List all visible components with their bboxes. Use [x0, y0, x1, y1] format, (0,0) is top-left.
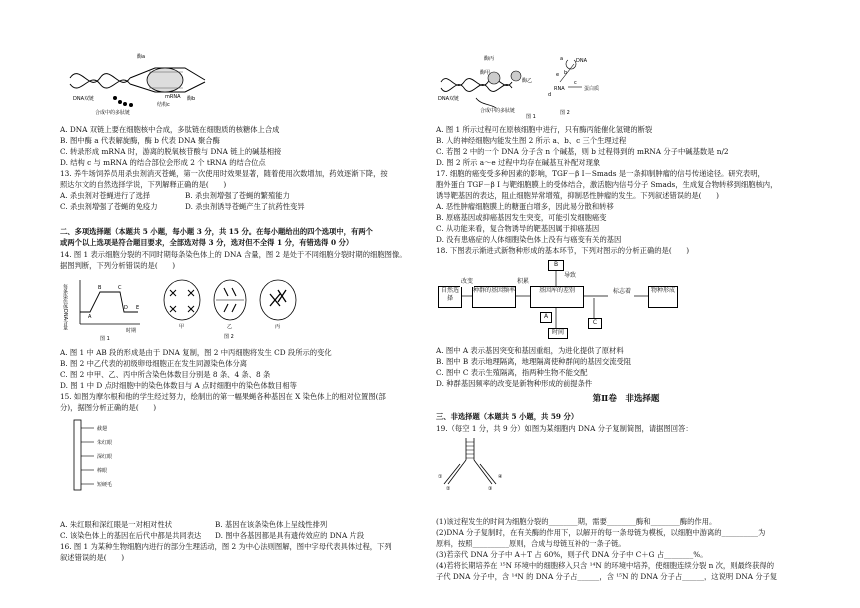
q16-stem-2: 叙述错误的是( ): [60, 553, 125, 562]
gene-label: 棒眼: [97, 468, 108, 474]
q19-line-2: (2)DNA 分子复制时，在有关酶的作用下，以解开的每一条母链为模板，以细胞中游离的__________为: [436, 528, 766, 537]
q17-option-c: C. 从功能来看，复合物诱导的靶基因属于抑癌基因: [436, 224, 600, 233]
q14-option-a: A. 图 1 中 AB 段的形成是由于 DNA 复制，图 2 中丙细胞将发生 CD 段所示的变化: [60, 348, 332, 357]
edge-accumulate: 积累: [516, 278, 529, 285]
q15-option-b: B. 基因在该条染色体上呈线性排列: [215, 520, 328, 529]
label-structure-c: 结构c: [157, 102, 170, 108]
q14-stem-2: 据图判断，下列分析错误的是( ): [60, 261, 176, 270]
node-rna: RNA: [554, 86, 565, 92]
label-dna: DNA双链: [73, 96, 95, 102]
q14-fig2-caption: 图 2: [224, 334, 234, 340]
q13-option-a: A. 杀虫剂对苍蝇进行了选择: [60, 191, 151, 200]
dna-replication-figure: [436, 436, 506, 492]
section3-title: 三、非选择题（本题共 5 小题，共 59 分）: [436, 412, 579, 421]
process-b: b: [564, 70, 568, 76]
q18-stem: 18. 下图表示渐进式新物种形成的基本环节，下列对图示的分析正确的是( ): [436, 246, 690, 255]
q13-option-b: B. 杀虫剂增强了苍蝇的繁殖能力: [185, 191, 290, 200]
q12-option-c: C. 转录形成 mRNA 时，游离的脱氧核苷酸与 DNA 链上的碱基相接: [60, 147, 282, 156]
q14-figure-1: [62, 274, 152, 342]
point-b: B: [98, 285, 102, 291]
q12-option-d: D. 结构 c 与 mRNA 的结合部位会形成 2 个 tRNA 的结合位点: [60, 158, 266, 167]
box-time: 时间: [548, 328, 568, 339]
q16-option-d: D. 图 2 所示 a～e 过程中均存在碱基互补配对现象: [436, 158, 601, 167]
q19-line-1: (1)该过程发生的时间为细胞分裂的________期，需要________酶和________酶的作用。: [436, 517, 717, 526]
process-c: c: [574, 80, 577, 86]
speciation-flow-diagram: [436, 258, 696, 340]
q16-figure-1: [436, 50, 546, 120]
q16-option-c: C. 若图 2 中的一个 DNA 分子含 n 个碱基，则 b 过程得到的 mRNA 分子中碱基数是 n/2: [436, 147, 729, 156]
label-dna-double: DNA双链: [438, 96, 460, 102]
q17-option-a: A. 恶性肿瘤细胞膜上的糖蛋白增多，因此易分散和转移: [436, 202, 614, 211]
point-c: C: [118, 285, 122, 291]
part2-title: 第Ⅱ卷 非选择题: [592, 394, 660, 404]
x-chromosome-gene-map: [70, 416, 150, 494]
q17-stem-2: 胞外蛋白 TGF－β I 与靶细胞膜上的受体结合，激活胞内信号分子 Smads，生成复合物转移到细胞核内，: [436, 180, 778, 189]
label-enzyme-a: 酶a: [137, 54, 146, 60]
cell-jia-label: 甲: [179, 324, 185, 330]
point-a: A: [88, 314, 92, 320]
box-speciation: 物种形成: [648, 286, 678, 308]
q15-option-a: A. 朱红眼和深红眼是一对相对性状: [60, 520, 173, 529]
box-a: A: [540, 312, 552, 323]
label-enzyme-jia: 酶甲: [480, 70, 491, 76]
q14-stem-1: 14. 图 1 表示细胞分裂的不同时期每条染色体上的 DNA 含量，图 2 是处于不同细胞分裂时期的细胞图像。: [60, 250, 407, 259]
q14-fig1-caption: 图 1: [100, 336, 110, 342]
strand-label-3: ③: [488, 486, 493, 492]
q18-option-a: A. 图中 A 表示基因突变和基因重组，为进化提供了原材料: [436, 346, 624, 355]
q15-stem-2: 分)，据图分析正确的是( ): [60, 403, 157, 412]
q18-option-d: D. 种群基因频率的改变是新物种形成的前提条件: [436, 379, 593, 388]
label-mrna: mRNA: [165, 94, 181, 100]
gene-label: 朱红眼: [97, 440, 113, 446]
q16-stem-1: 16. 图 1 为某种生物细胞内进行的部分生理活动，图 2 为中心法则图解，图中字母代表具体过程，下列: [60, 542, 392, 551]
process-d: d: [548, 92, 552, 98]
q19-stem: 19.（每空 1 分，共 9 分）如图为某细胞内 DNA 分子复制简图，请据图回答：: [436, 424, 693, 433]
cell-bing-label: 丙: [275, 324, 281, 330]
edge-cause: 导致: [563, 272, 576, 279]
q17-option-d: D. 没有患癌症的人体细胞染色体上没有与癌变有关的基因: [436, 235, 622, 244]
point-e: E: [136, 305, 140, 311]
gene-label: 截翅: [97, 426, 108, 432]
central-dogma-figure: [546, 52, 636, 120]
q14-option-c: C. 图 2 中甲、乙、丙中所含染色体数目分别是 8 条、4 条、8 条: [60, 370, 271, 379]
strand-label-2: ②: [446, 486, 451, 492]
q13-stem-2: 照达尔文的自然选择学说，下列解释正确的是( ): [60, 180, 227, 189]
q17-stem-1: 17. 细胞的癌变受多种因素的影响，TGF－β I－Smads 是一条抑制肿瘤的信号传递途径。研究表明，: [436, 169, 765, 178]
q14-option-d: D. 图 1 中 D 点时细胞中的染色体数目与 A 点时细胞中的染色体数目相等: [60, 381, 297, 390]
label-peptide: 合成中的多肽链: [480, 108, 516, 114]
q15-stem-1: 15. 如图为摩尔根和他的学生经过努力，绘制出的第一幅果蝇各种基因在 X 染色体上的相对位置图(部: [60, 392, 386, 401]
q16-fig1-caption: 图 1: [526, 114, 536, 120]
translation-diagram: [65, 48, 215, 116]
cell-yi-label: 乙: [227, 324, 233, 330]
box-c: C: [588, 318, 602, 329]
q13-stem-1: 13. 养牛场饲养员用杀虫剂消灭苍蝇，第一次使用时效果显著，随着使用次数增加，药效逐渐下降，按: [60, 169, 388, 178]
box-gene-frequency: 种群的基因频率: [472, 286, 516, 308]
q16-fig2-caption: 图 2: [560, 110, 570, 116]
process-a: a: [560, 56, 564, 62]
q18-option-c: C. 图中 C 表示生殖隔离，指两种生物不能交配: [436, 368, 588, 377]
q19-line-6: 子代 DNA 分子中，含 ¹⁴N 的 DNA 分子占______，含 ¹⁵N 的 DNA 分子占______，这说明 DNA 分子复: [436, 572, 778, 581]
q14-figure-2: [160, 276, 305, 340]
section2-title-1: 二、多项选择题（本题共 5 小题，每小题 3 分，共 15 分。在每小题给出的四个选项中，有两个: [60, 227, 373, 236]
box-marks: 标志着: [610, 288, 634, 300]
caption-polypeptide: 合成中的多肽链: [95, 110, 131, 116]
strand-label-1: ①: [438, 474, 443, 480]
q19-line-5: (4)若将长期培养在 ¹⁵N 环境中的细胞移入只含 ¹⁴N 的环境中培养，使细胞连续分裂 n 次，则最终获得的: [436, 561, 774, 570]
q13-option-c: C. 杀虫剂增强了苍蝇的免疫力: [60, 202, 158, 211]
q14-fig1-xlabel: 时期: [126, 328, 137, 334]
q18-option-b: B. 图中 B 表示地理隔离，地理隔离使种群间的基因交流受阻: [436, 357, 632, 366]
q17-stem-3: 诱导靶基因的表达，阻止细胞异常增殖，抑制恶性肿瘤的发生。下列叙述错误的是( ): [436, 191, 719, 200]
label-enzyme-yi: 酶乙: [522, 78, 533, 84]
node-dna: DNA: [576, 58, 588, 64]
gene-label: 短硬毛: [97, 482, 113, 488]
node-protein: 蛋白质: [584, 86, 600, 92]
process-e: e: [556, 72, 560, 78]
q19-line-4: (3)若亲代 DNA 分子中 A＋T 占 60%，则子代 DNA 分子中 C＋G 占________%。: [436, 550, 708, 559]
q14-option-b: B. 图 2 中乙代表的初级卵母细胞正在发生同源染色体分离: [60, 359, 248, 368]
box-gene-pool-diff: 基因库的差别: [530, 286, 584, 308]
q12-option-a: A. DNA 双链上要在细胞核中合成，多肽链在细胞质的核糖体上合成: [60, 125, 280, 134]
section2-title-2: 或两个以上选项是符合题目要求，全部选对得 3 分，选对但不全得 1 分，有错选得 0 分）: [60, 238, 354, 247]
gene-label: 深红眼: [97, 454, 113, 460]
q13-option-d: D. 杀虫剂诱导苍蝇产生了抗药性变异: [185, 202, 305, 211]
edge-change: 改变: [460, 278, 473, 285]
box-natural-selection: 自然选择: [438, 286, 462, 308]
box-b: B: [548, 260, 564, 271]
q15-option-c: C. 该染色体上的基因在后代中都是共同表达: [60, 531, 202, 540]
q16-option-a: A. 图 1 所示过程可在原核细胞中进行，只有酶丙能催化氢键的断裂: [436, 125, 653, 134]
q16-option-b: B. 人的神经细胞内能发生图 2 所示 a、b、c 三个生理过程: [436, 136, 627, 145]
label-enzyme-b: 酶b: [187, 96, 196, 102]
q19-line-3: 原料，按照__________原则，合成与母链互补的一条子链。: [436, 539, 626, 548]
point-d: D: [124, 305, 128, 311]
label-enzyme-bing: 酶丙: [484, 56, 495, 62]
q12-option-b: B. 图中酶 a 代表解旋酶，酶 b 代表 DNA 聚合酶: [60, 136, 220, 145]
strand-label-4: ④: [498, 474, 503, 480]
q15-option-d: D. 图中各基因都是具有遗传效应的 DNA 片段: [215, 531, 365, 540]
q17-option-b: B. 原癌基因或抑癌基因发生突变，可能引发细胞癌变: [436, 213, 607, 222]
q14-fig1-ylabel: 每条染色体DNA含量: [62, 284, 68, 331]
